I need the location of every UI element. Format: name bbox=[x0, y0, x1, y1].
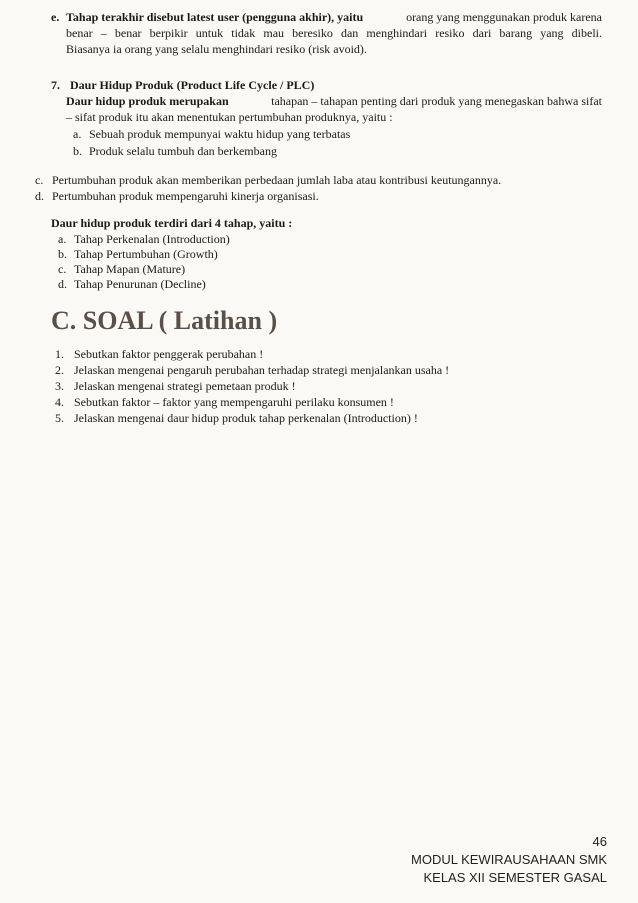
outer-item-marker: d. bbox=[35, 189, 44, 203]
plc-intro-bold: Daur hidup produk merupakan bbox=[66, 94, 229, 108]
question-text: Jelaskan mengenai daur hidup produk tahap perkenalan (Introduction) ! bbox=[74, 411, 418, 425]
section-e-line-1 bbox=[66, 9, 602, 25]
stage-marker: a. bbox=[58, 232, 67, 246]
plc-item-marker: a. bbox=[73, 127, 82, 141]
question-marker: 2. bbox=[55, 363, 64, 377]
footer-class-semester: KELAS XII SEMESTER GASAL bbox=[423, 870, 607, 885]
section-e-marker: e. bbox=[51, 10, 60, 24]
question-marker: 4. bbox=[55, 395, 64, 409]
question-text: Sebutkan faktor penggerak perubahan ! bbox=[74, 347, 264, 361]
page-number: 46 bbox=[592, 834, 607, 849]
section-e-line-2: benar – benar berpikir untuk tidak mau beresiko dan menghindari resiko dari barang yang dibeli. bbox=[66, 26, 602, 40]
stage-text: Tahap Penurunan (Decline) bbox=[74, 277, 206, 291]
plc-item-marker: b. bbox=[73, 144, 82, 158]
plc-marker: 7. bbox=[51, 78, 60, 92]
outer-item-text: Pertumbuhan produk mempengaruhi kinerja organisasi. bbox=[52, 189, 319, 203]
plc-title: Daur Hidup Produk (Product Life Cycle / PLC) bbox=[70, 78, 315, 92]
plc-item-text: Sebuah produk mempunyai waktu hidup yang terbatas bbox=[89, 127, 351, 141]
question-text: Sebutkan faktor – faktor yang mempengaruhi perilaku konsumen ! bbox=[74, 395, 394, 409]
stage-marker: b. bbox=[58, 247, 67, 261]
section-e-line-3: Biasanya ia orang yang selalu menghindari resiko (risk avoid). bbox=[66, 42, 367, 56]
section-e-title: Tahap terakhir disebut latest user (pengguna akhir), yaitu bbox=[66, 10, 364, 24]
footer-module-title: MODUL KEWIRAUSAHAAN SMK bbox=[411, 852, 607, 867]
outer-item-marker: c. bbox=[35, 173, 44, 187]
stage-text: Tahap Perkenalan (Introduction) bbox=[74, 232, 230, 246]
question-marker: 1. bbox=[55, 347, 64, 361]
plc-intro-line-2: – sifat produk itu akan menentukan pertumbuhan produknya, yaitu : bbox=[66, 110, 393, 124]
section-e-line1-rest: orang yang menggunakan produk karena bbox=[403, 10, 602, 24]
plc-item-text: Produk selalu tumbuh dan berkembang bbox=[89, 144, 277, 158]
outer-item-text: Pertumbuhan produk akan memberikan perbedaan jumlah laba atau kontribusi keutungannya. bbox=[52, 173, 502, 187]
plc-intro-rest: tahapan – tahapan penting dari produk yang menegaskan bahwa sifat bbox=[268, 94, 602, 108]
stage-marker: d. bbox=[58, 277, 67, 291]
plc-intro-line-1 bbox=[66, 93, 602, 109]
question-marker: 3. bbox=[55, 379, 64, 393]
section-heading: C. SOAL ( Latihan ) bbox=[51, 306, 278, 335]
question-marker: 5. bbox=[55, 411, 64, 425]
question-text: Jelaskan mengenai pengaruh perubahan terhadap strategi menjalankan usaha ! bbox=[74, 363, 450, 377]
stages-title: Daur hidup produk terdiri dari 4 tahap, yaitu : bbox=[51, 216, 293, 230]
stage-text: Tahap Mapan (Mature) bbox=[74, 262, 186, 276]
stage-marker: c. bbox=[58, 262, 67, 276]
stage-text: Tahap Pertumbuhan (Growth) bbox=[74, 247, 218, 261]
question-text: Jelaskan mengenai strategi pemetaan produk ! bbox=[74, 379, 296, 393]
